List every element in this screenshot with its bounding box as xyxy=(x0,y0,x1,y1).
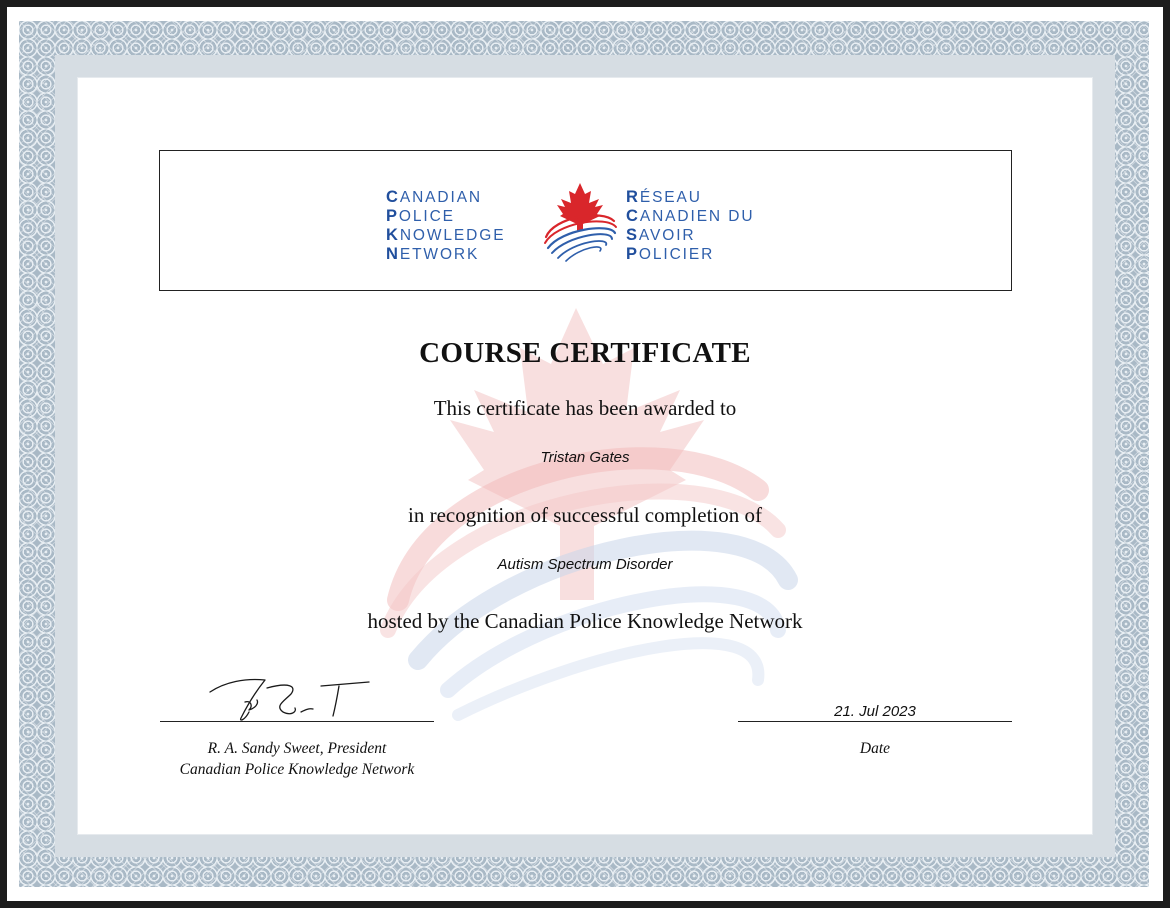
hosted-text: hosted by the Canadian Police Knowledge Network xyxy=(367,609,803,633)
date-line xyxy=(738,721,1012,722)
signer-name: R. A. Sandy Sweet, President xyxy=(207,740,387,757)
awarded-text: This certificate has been awarded to xyxy=(433,396,737,420)
logo-line: CANADIAN xyxy=(386,188,483,206)
recognition-text: in recognition of successful completion of xyxy=(408,503,762,527)
date-label: Date xyxy=(859,740,891,757)
handwritten-signature xyxy=(205,672,380,726)
logo-text-english xyxy=(386,188,505,264)
logo-line: RÉSEAU xyxy=(626,188,702,206)
recipient-name: Tristan Gates xyxy=(540,449,630,466)
logo-banner xyxy=(159,150,1012,291)
logo-line: SAVOIR xyxy=(626,226,696,244)
maple-leaf-swoosh-icon xyxy=(540,181,620,263)
logo-line: NETWORK xyxy=(386,245,480,263)
logo-line: POLICIER xyxy=(626,245,715,263)
logo-line: KNOWLEDGE xyxy=(386,226,506,244)
course-name: Autism Spectrum Disorder xyxy=(497,556,673,573)
logo-line: POLICE xyxy=(386,207,455,225)
signature-line xyxy=(160,721,434,722)
signer-organization: Canadian Police Knowledge Network xyxy=(179,761,415,778)
certificate-title: COURSE CERTIFICATE xyxy=(419,337,751,369)
logo-text-french xyxy=(626,188,754,264)
logo-line: CANADIEN DU xyxy=(626,207,755,225)
date-value: 21. Jul 2023 xyxy=(834,703,916,720)
